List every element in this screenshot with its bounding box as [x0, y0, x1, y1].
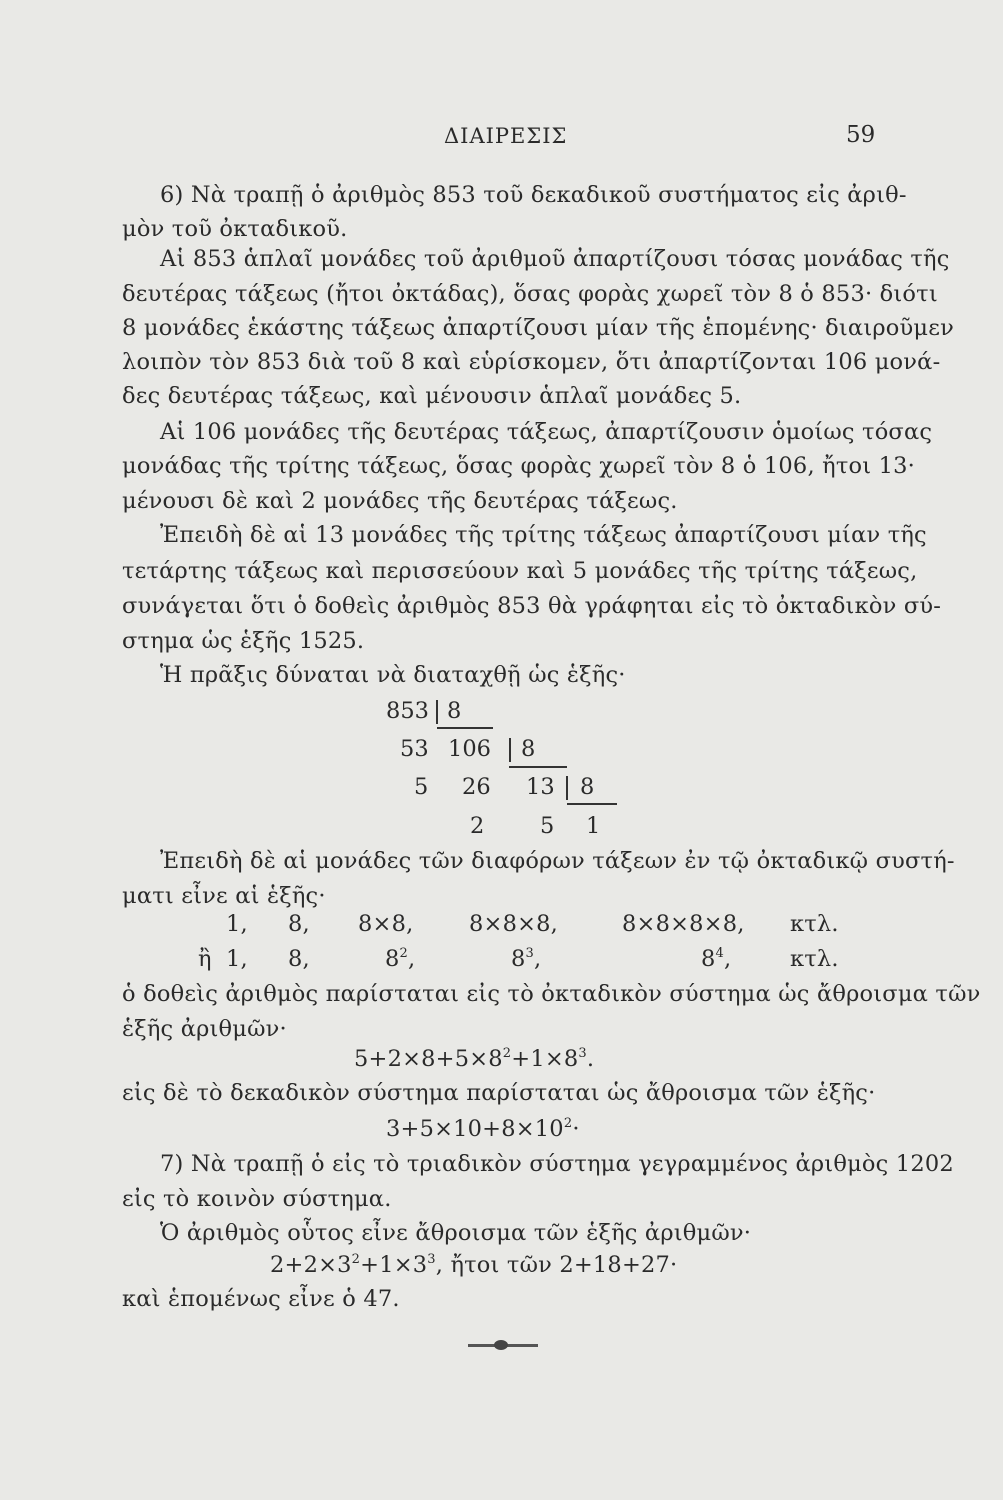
- formula-decimal-sum: $3+5\times 10+8\times 10^2\cdot$: [386, 1116, 580, 1142]
- text-line: 7) Νὰ τραπῇ ὁ εἰς τὸ τριαδικὸν σύστημα γεγραμμένος ἀριθμὸς 1202: [160, 1151, 954, 1177]
- power-term: κτλ.: [790, 911, 839, 937]
- text-line: συνάγεται ὅτι ὁ δοθεὶς ἀριθμὸς 853 θὰ γράφηται εἰς τὸ ὀκταδικὸν σύ-: [122, 593, 942, 619]
- power-term: 1,: [226, 946, 248, 972]
- division-remainder: 5: [414, 774, 429, 800]
- power-term: 1,: [226, 911, 248, 937]
- division-bar: [436, 700, 438, 724]
- division-quotient: 106: [448, 736, 491, 762]
- text-line: δευτέρας τάξεως (ἤτοι ὀκτάδας), ὅσας φορὰς χωρεῖ τὸν 8 ὁ 853· διότι: [122, 281, 938, 307]
- text-line: Αἱ 853 ἁπλαῖ μονάδες τοῦ ἀριθμοῦ ἀπαρτίζουσι τόσας μονάδας τῆς: [160, 246, 950, 272]
- text-line: μὸν τοῦ ὀκταδικοῦ.: [122, 216, 348, 242]
- text-line: εἰς τὸ κοινὸν σύστημα.: [122, 1186, 392, 1212]
- division-digit: 2: [470, 813, 485, 839]
- division-divisor: 8: [521, 736, 536, 762]
- text-line: Ἐπειδὴ δὲ αἱ 13 μονάδες τῆς τρίτης τάξεως ἀπαρτίζουσι μίαν τῆς: [160, 522, 927, 548]
- division-bar: [566, 776, 568, 800]
- text-line: καὶ ἑπομένως εἶνε ὁ 47.: [122, 1286, 400, 1312]
- running-header: ΔΙΑΙΡΕΣΙΣ: [444, 124, 568, 148]
- text-line: Αἱ 106 μονάδες τῆς δευτέρας τάξεως, ἀπαρτίζουσιν ὁμοίως τόσας: [160, 419, 933, 445]
- division-divisor: 8: [580, 774, 595, 800]
- text-line: μένουσι δὲ καὶ 2 μονάδες τῆς δευτέρας τάξεως.: [122, 488, 678, 514]
- text-line: στημα ὡς ἑξῆς 1525.: [122, 628, 365, 654]
- separator-ornament: [494, 1340, 508, 1350]
- text-line: λοιπὸν τὸν 853 διὰ τοῦ 8 καὶ εὑρίσκομεν, ὅτι ἀπαρτίζονται 106 μονά-: [122, 349, 941, 375]
- division-partial: 26: [462, 774, 491, 800]
- text-line: ὁ δοθεὶς ἀριθμὸς παρίσταται εἰς τὸ ὀκταδικὸν σύστημα ὡς ἄθροισμα τῶν: [122, 981, 981, 1007]
- power-term: $8^4$,: [701, 946, 732, 972]
- division-rule: [567, 803, 617, 805]
- power-term: $8^2$,: [385, 946, 416, 972]
- power-term: 8,: [288, 911, 310, 937]
- power-term: 8×8×8,: [469, 911, 559, 937]
- power-term: κτλ.: [790, 946, 839, 972]
- formula-octal-sum: $5+2\times 8+5\times 8^2+1\times 8^3$.: [354, 1046, 595, 1072]
- page-number: 59: [846, 122, 876, 148]
- text-line: 6) Νὰ τραπῇ ὁ ἀριθμὸς 853 τοῦ δεκαδικοῦ συστήματος εἰς ἀριθ-: [160, 182, 907, 208]
- division-digit: 1: [586, 813, 601, 839]
- division-rule: [437, 727, 493, 729]
- power-term: 8×8,: [358, 911, 414, 937]
- division-bar: [509, 738, 511, 762]
- division-quotient: 13: [526, 774, 555, 800]
- power-term: $8^3$,: [511, 946, 542, 972]
- power-lead: ἢ: [198, 946, 212, 972]
- text-line: ἑξῆς ἀριθμῶν·: [122, 1016, 287, 1042]
- power-term: 8×8×8×8,: [622, 911, 745, 937]
- text-line: μονάδας τῆς τρίτης τάξεως, ὅσας φορὰς χωρεῖ τὸν 8 ὁ 106, ἤτοι 13·: [122, 453, 915, 479]
- division-remainder: 53: [400, 736, 429, 762]
- division-divisor: 8: [447, 698, 462, 724]
- formula-ternary-sum: $2+2\times 3^2+1\times 3^3$, ἤτοι τῶν 2+18+27·: [270, 1252, 678, 1278]
- text-line: 8 μονάδες ἑκάστης τάξεως ἀπαρτίζουσι μίαν τῆς ἑπομένης· διαιροῦμεν: [122, 315, 954, 341]
- text-line: Ἡ πρᾶξις δύναται νὰ διαταχθῇ ὡς ἑξῆς·: [160, 662, 626, 688]
- text-line: Ὁ ἀριθμὸς οὗτος εἶνε ἄθροισμα τῶν ἑξῆς ἀριθμῶν·: [160, 1220, 752, 1246]
- text-line: δες δευτέρας τάξεως, καὶ μένουσιν ἁπλαῖ μονάδες 5.: [122, 383, 742, 409]
- division-dividend: 853: [386, 698, 429, 724]
- text-line: τετάρτης τάξεως καὶ περισσεύουν καὶ 5 μονάδες τῆς τρίτης τάξεως,: [122, 558, 918, 584]
- power-term: 8,: [288, 946, 310, 972]
- division-rule: [509, 766, 567, 768]
- text-line: ματι εἶνε αἱ ἑξῆς·: [122, 883, 326, 909]
- text-line: Ἐπειδὴ δὲ αἱ μονάδες τῶν διαφόρων τάξεων ἐν τῷ ὀκταδικῷ συστή-: [160, 848, 955, 874]
- text-line: εἰς δὲ τὸ δεκαδικὸν σύστημα παρίσταται ὡς ἄθροισμα τῶν ἑξῆς·: [122, 1080, 876, 1106]
- division-digit: 5: [540, 813, 555, 839]
